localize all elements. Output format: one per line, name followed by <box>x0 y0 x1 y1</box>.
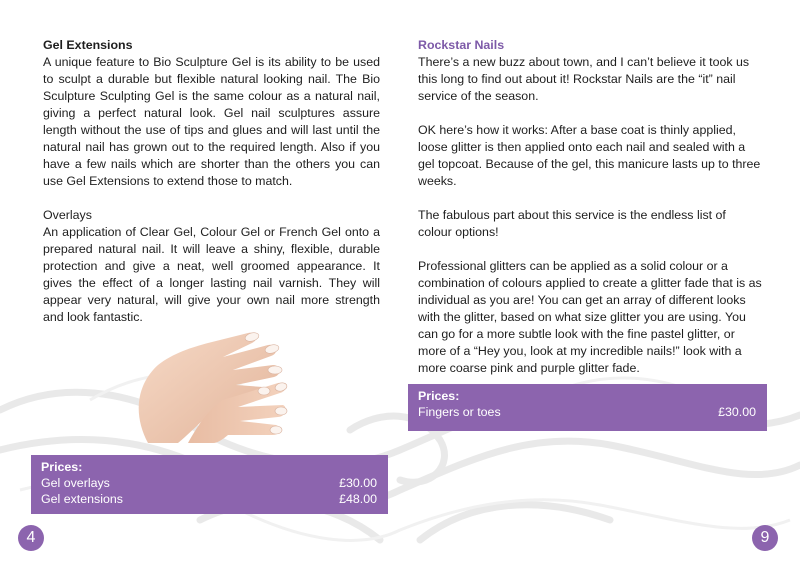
prices-title: Prices: <box>41 460 83 474</box>
rockstar-paragraph-3: The fabulous part about this service is the endless list of colour options! <box>418 208 726 239</box>
price-label: Fingers or toes <box>418 405 501 419</box>
right-prices-box <box>408 384 767 431</box>
page-number-right: 9 <box>752 525 778 551</box>
rockstar-paragraph-1: There’s a new buzz about town, and I can’t believe it took us this long to find out about it! Rockstar Nails are the “it” nail service of the season. <box>418 55 750 103</box>
price-row-gel-extensions <box>41 491 377 507</box>
hands-manicure-photo <box>128 325 288 443</box>
rockstar-paragraph-4: Professional glitters can be applied as a solid colour or a combination of colours applied to create a glitter fade that is as individual as you are! You can get an array of different looks with the glitter, based on what size glitter you are using. You can go for a more subtle look with the fine pastel glitter, or more of a “Hey you, look at my incredible nails!” look with a more coarse pink and purple glitter fade. <box>418 259 762 375</box>
price-value: £30.00 <box>718 405 756 419</box>
price-row-fingers-or-toes <box>418 404 756 420</box>
price-row-gel-overlays <box>41 475 377 491</box>
gel-extensions-heading: Gel Extensions <box>43 38 133 52</box>
left-prices-box <box>31 455 388 514</box>
price-label: Gel extensions <box>41 492 123 506</box>
prices-title: Prices: <box>418 389 460 403</box>
left-page-content <box>43 37 380 326</box>
right-page-content <box>418 37 763 377</box>
overlays-text: An application of Clear Gel, Colour Gel or French Gel onto a prepared natural nail. It will leave a shiny, flexible, durable protection and give a neat, well groomed appearance. It gives the effect of a longer lasting nail varnish. They will appear very natural, will give your own nail more strength and look fantastic. <box>43 225 380 324</box>
price-label: Gel overlays <box>41 476 110 490</box>
overlays-heading: Overlays <box>43 208 92 222</box>
price-value: £48.00 <box>339 492 377 506</box>
page-number-left: 4 <box>18 525 44 551</box>
price-value: £30.00 <box>339 476 377 490</box>
rockstar-nails-heading: Rockstar Nails <box>418 38 505 52</box>
gel-extensions-text: A unique feature to Bio Sculpture Gel is its ability to be used to sculpt a durable but flexible natural looking nail. The Bio Sculpture Sculpting Gel is the same colour as a natural nail, giving a perfect natural look. Gel nail sculptures assure length without the use of tips and glues and will last until the natural nail has grown out to the required length. Also if you have a few nails which are shorter than the others you can use Gel Extensions to extend those to match. <box>43 55 380 188</box>
rockstar-paragraph-2: OK here’s how it works: After a base coat is thinly applied, loose glitter is then applied onto each nail and sealed with a gel topcoat. Because of the gel, this manicure lasts up to three weeks. <box>418 123 761 188</box>
